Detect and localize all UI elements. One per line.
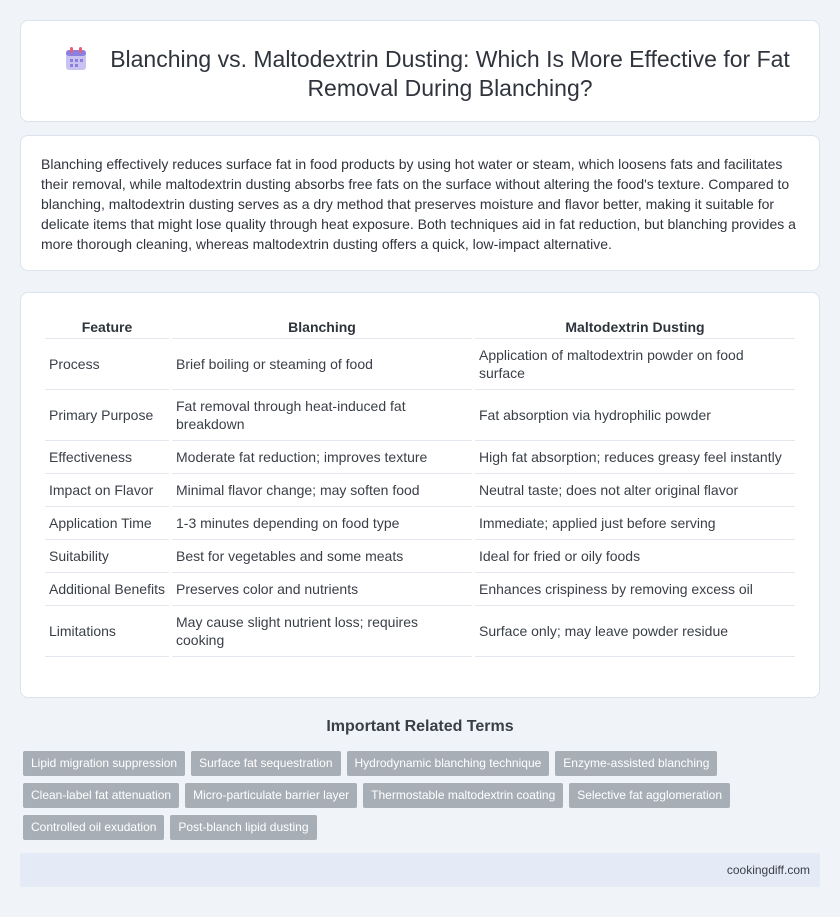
feature-cell: Additional Benefits bbox=[45, 573, 169, 606]
maltodextrin-cell: Neutral taste; does not alter original flavor bbox=[475, 474, 795, 507]
maltodextrin-cell: Application of maltodextrin powder on food surface bbox=[475, 339, 795, 390]
intro-paragraph: Blanching effectively reduces surface fat in food products by using hot water or steam, which loosens fats and facilitates their removal, while maltodextrin dusting absorbs free fats on the surface without altering the food's texture. Compared to blanching, maltodextrin dusting serves as a dry method that preserves moisture and flavor better, making it suitable for delicate items that might lose quality through heat exposure. Both techniques aid in fat reduction, but blanching provides a more thorough cleaning, whereas maltodextrin dusting offers a quick, low-impact alternative. bbox=[41, 156, 796, 252]
related-terms-title: Important Related Terms bbox=[326, 718, 514, 735]
page-title: Blanching vs. Maltodextrin Dusting: Which Is More Effective for Fat Removal During Blanching? bbox=[110, 46, 790, 101]
blanching-cell: Fat removal through heat-induced fat breakdown bbox=[172, 390, 472, 441]
feature-cell: Impact on Flavor bbox=[45, 474, 169, 507]
feature-cell: Limitations bbox=[45, 606, 169, 657]
blanching-cell: 1-3 minutes depending on food type bbox=[172, 507, 472, 540]
feature-cell: Process bbox=[45, 339, 169, 390]
table-row bbox=[45, 474, 795, 507]
related-term-tag[interactable]: Controlled oil exudation bbox=[23, 815, 164, 840]
related-term-tag[interactable]: Hydrodynamic blanching technique bbox=[347, 751, 550, 776]
comparison-table-card bbox=[20, 292, 820, 698]
table-row bbox=[45, 390, 795, 441]
blanching-cell: Moderate fat reduction; improves texture bbox=[172, 441, 472, 474]
footer bbox=[20, 853, 820, 887]
table-row bbox=[45, 540, 795, 573]
feature-cell: Primary Purpose bbox=[45, 390, 169, 441]
related-terms-list bbox=[23, 751, 763, 840]
title-card bbox=[20, 20, 820, 122]
related-term-tag[interactable]: Selective fat agglomeration bbox=[569, 783, 730, 808]
table-header-row bbox=[45, 313, 795, 339]
feature-cell: Effectiveness bbox=[45, 441, 169, 474]
feature-cell: Application Time bbox=[45, 507, 169, 540]
related-term-tag[interactable]: Enzyme-assisted blanching bbox=[555, 751, 717, 776]
table-row bbox=[45, 507, 795, 540]
comparison-table bbox=[42, 313, 798, 657]
header-maltodextrin: Maltodextrin Dusting bbox=[475, 313, 795, 339]
related-term-tag[interactable]: Post-blanch lipid dusting bbox=[170, 815, 316, 840]
blanching-cell: May cause slight nutrient loss; requires cooking bbox=[172, 606, 472, 657]
table-row bbox=[45, 441, 795, 474]
footer-site-link[interactable]: cookingdiff.com bbox=[726, 863, 810, 877]
maltodextrin-cell: Enhances crispiness by removing excess oil bbox=[475, 573, 795, 606]
table-row bbox=[45, 339, 795, 390]
related-term-tag[interactable]: Clean-label fat attenuation bbox=[23, 783, 179, 808]
maltodextrin-cell: Immediate; applied just before serving bbox=[475, 507, 795, 540]
related-term-tag[interactable]: Thermostable maltodextrin coating bbox=[363, 783, 563, 808]
table-row bbox=[45, 606, 795, 657]
header-feature: Feature bbox=[45, 313, 169, 339]
table-row bbox=[45, 573, 795, 606]
blanching-cell: Best for vegetables and some meats bbox=[172, 540, 472, 573]
feature-cell: Suitability bbox=[45, 540, 169, 573]
maltodextrin-cell: Ideal for fried or oily foods bbox=[475, 540, 795, 573]
related-term-tag[interactable]: Lipid migration suppression bbox=[23, 751, 185, 776]
header-blanching: Blanching bbox=[172, 313, 472, 339]
maltodextrin-cell: Fat absorption via hydrophilic powder bbox=[475, 390, 795, 441]
intro-card bbox=[20, 135, 820, 271]
blanching-cell: Preserves color and nutrients bbox=[172, 573, 472, 606]
blanching-cell: Brief boiling or steaming of food bbox=[172, 339, 472, 390]
related-term-tag[interactable]: Surface fat sequestration bbox=[191, 751, 340, 776]
maltodextrin-cell: Surface only; may leave powder residue bbox=[475, 606, 795, 657]
maltodextrin-cell: High fat absorption; reduces greasy feel instantly bbox=[475, 441, 795, 474]
related-term-tag[interactable]: Micro-particulate barrier layer bbox=[185, 783, 357, 808]
blanching-cell: Minimal flavor change; may soften food bbox=[172, 474, 472, 507]
